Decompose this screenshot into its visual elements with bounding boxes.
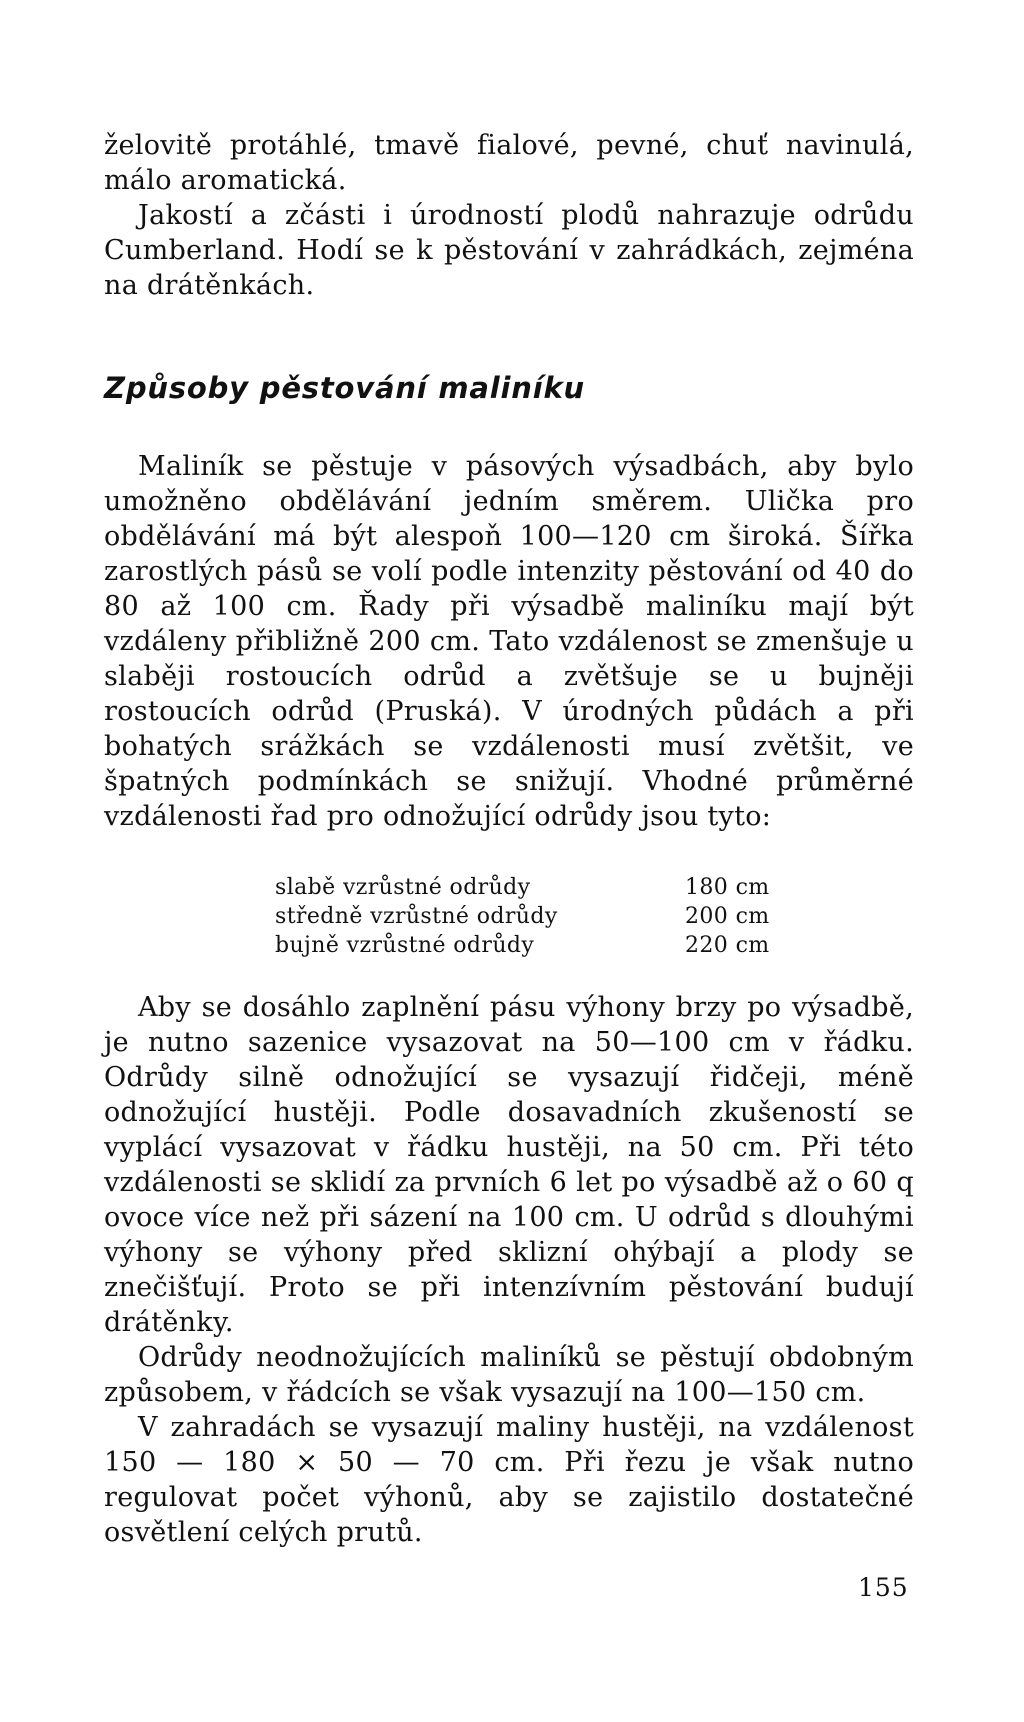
row-value: 220 cm bbox=[685, 933, 770, 958]
row-label: středně vzrůstné odrůdy bbox=[275, 904, 558, 929]
section-2-text bbox=[104, 990, 914, 1550]
row-label: bujně vzrůstné odrůdy bbox=[275, 933, 535, 958]
row-value: 200 cm bbox=[685, 904, 770, 929]
row-spacing-table bbox=[275, 873, 795, 960]
intro-text bbox=[104, 128, 914, 303]
row-label: slabě vzrůstné odrůdy bbox=[275, 875, 531, 900]
section-1-paragraph: Maliník se pěstuje v pásových výsadbách, aby bylo umožněno obdělávání jedním směrem. Ulička pro obdělávání má být alespoň 100—120 cm široká. Šířka zarostlých pásů se volí podle intenzity pěstování od 40 do 80 až 100 cm. Řady při výsadbě maliníku mají být vzdáleny přibližně 200 cm. Tato vzdálenost se zmenšuje u slaběji rostoucích odrůd a zvětšuje se u bujněji rostoucích odrůd (Pruská). V úrodných půdách a při bohatých srážkách se vzdálenosti musí zvětšit, ve špatných podmínkách se snižují. Vhodné průměrné vzdálenosti řad pro odnožující odrůdy jsou tyto: bbox=[104, 451, 914, 832]
section-1-text bbox=[104, 449, 914, 834]
section-2-paragraph-1: Aby se dosáhlo zaplnění pásu výhony brzy po výsadbě, je nutno sazenice vysazovat na 50—100 cm v řádku. Odrůdy silně odnožující se vysazují řidčeji, méně odnožující hustěji. Podle dosavadních zkušeností se vyplácí vysazovat v řádku hustěji, na 50 cm. Při této vzdálenosti se sklidí za prvních 6 let po výsadbě až o 60 q ovoce více než při sázení na 100 cm. U odrůd s dlouhými výhony se výhony před sklizní ohýbají a plody se znečišťují. Proto se při intenzívním pěstování budují drátěnky. bbox=[104, 992, 914, 1338]
table-row bbox=[275, 902, 795, 931]
table-row bbox=[275, 873, 795, 902]
row-value: 180 cm bbox=[685, 875, 770, 900]
page-number: 155 bbox=[858, 1573, 909, 1602]
table-row bbox=[275, 931, 795, 960]
section-2-paragraph-2: Odrůdy neodnožujících maliníků se pěstují obdobným způsobem, v řádcích se však vysazují na 100—150 cm. bbox=[104, 1342, 914, 1408]
section-2-paragraph-3: V zahradách se vysazují maliny hustěji, na vzdálenost 150 — 180 × 50 — 70 cm. Při řezu je však nutno regulovat počet výhonů, aby se zajistilo dostatečné osvětlení celých prutů. bbox=[104, 1412, 914, 1548]
intro-paragraph-2: Jakostí a zčásti i úrodností plodů nahrazuje odrůdu Cumberland. Hodí se k pěstování v zahrádkách, zejména na drátěnkách. bbox=[104, 200, 914, 301]
section-heading: Způsoby pěstování maliníku bbox=[104, 371, 585, 405]
intro-line-1: želovitě protáhlé, tmavě fialové, pevné, chuť navinulá, málo aromatická. bbox=[104, 130, 914, 196]
